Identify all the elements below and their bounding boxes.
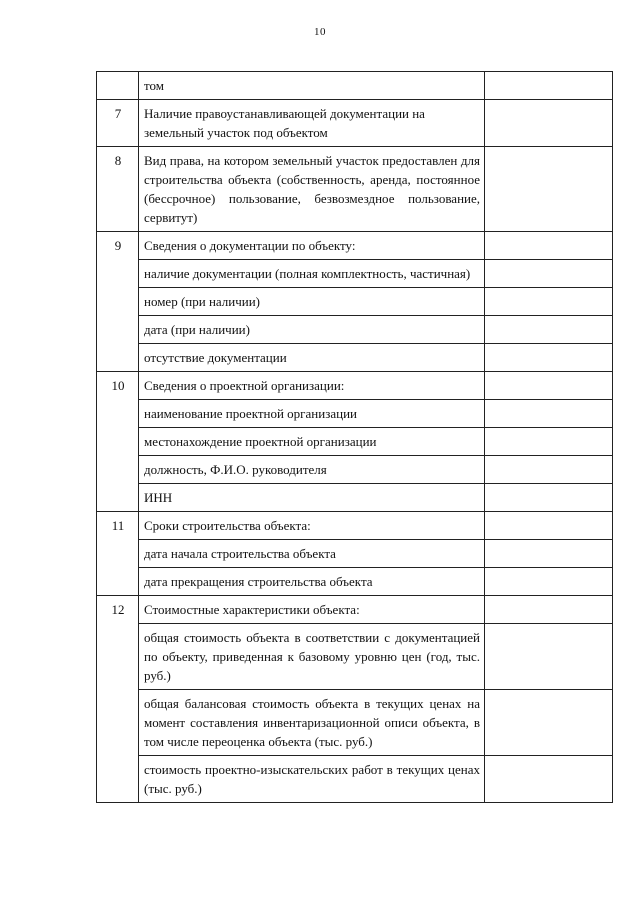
subrow-text: стоимость проектно-изыскательских работ в текущих ценах (тыс. руб.) [139,756,485,803]
value-cell[interactable] [485,690,613,756]
value-cell[interactable] [485,456,613,484]
row-number: 11 [97,512,139,596]
row-text: том [139,72,485,100]
row-text: Вид права, на котором земельный участок предоставлен для строительства объекта (собственность, аренда, постоянное (бессрочное) пользование, безвозмездное пользование, сервитут) [139,147,485,232]
value-cell[interactable] [485,72,613,100]
value-cell[interactable] [485,147,613,232]
subrow-text: ИНН [139,484,485,512]
row-title: Стоимостные характеристики объекта: [139,596,485,624]
value-cell[interactable] [485,756,613,803]
table-subrow [97,456,613,484]
table-subrow [97,400,613,428]
value-cell[interactable] [485,100,613,147]
value-cell[interactable] [485,428,613,456]
table-row [97,72,613,100]
value-cell[interactable] [485,232,613,260]
subrow-text: общая балансовая стоимость объекта в текущих ценах на момент составления инвентаризационной описи объекта, в том числе переоценка объекта (тыс. руб.) [139,690,485,756]
value-cell[interactable] [485,344,613,372]
table-row-12 [97,596,613,624]
table-subrow [97,428,613,456]
value-cell[interactable] [485,260,613,288]
row-number: 9 [97,232,139,372]
inventory-form-table [96,71,613,803]
value-cell[interactable] [485,316,613,344]
row-number: 8 [97,147,139,232]
table-subrow [97,316,613,344]
subrow-text: наименование проектной организации [139,400,485,428]
table-subrow [97,344,613,372]
subrow-text: отсутствие документации [139,344,485,372]
table-row-7 [97,100,613,147]
table-subrow [97,568,613,596]
value-cell[interactable] [485,512,613,540]
subrow-text: должность, Ф.И.О. руководителя [139,456,485,484]
subrow-text: дата начала строительства объекта [139,540,485,568]
table-subrow [97,690,613,756]
value-cell[interactable] [485,596,613,624]
row-title: Сведения о документации по объекту: [139,232,485,260]
row-number: 12 [97,596,139,803]
row-number: 10 [97,372,139,512]
subrow-text: дата прекращения строительства объекта [139,568,485,596]
table-row-11 [97,512,613,540]
value-cell[interactable] [485,624,613,690]
row-number: 7 [97,100,139,147]
row-text: Наличие правоустанавливающей документации на земельный участок под объектом [139,100,485,147]
value-cell[interactable] [485,372,613,400]
table-row-10 [97,372,613,400]
table-row-9 [97,232,613,260]
row-number [97,72,139,100]
subrow-text: наличие документации (полная комплектность, частичная) [139,260,485,288]
value-cell[interactable] [485,540,613,568]
subrow-text: местонахождение проектной организации [139,428,485,456]
table-subrow [97,624,613,690]
value-cell[interactable] [485,400,613,428]
page-number: 10 [314,26,326,38]
table-row-8 [97,147,613,232]
subrow-text: номер (при наличии) [139,288,485,316]
subrow-text: общая стоимость объекта в соответствии с документацией по объекту, приведенная к базовому уровню цен (год, тыс. руб.) [139,624,485,690]
row-title: Сроки строительства объекта: [139,512,485,540]
value-cell[interactable] [485,568,613,596]
table-subrow [97,288,613,316]
table-subrow [97,540,613,568]
value-cell[interactable] [485,288,613,316]
table-subrow [97,260,613,288]
value-cell[interactable] [485,484,613,512]
table-subrow [97,484,613,512]
table-subrow [97,756,613,803]
row-title: Сведения о проектной организации: [139,372,485,400]
subrow-text: дата (при наличии) [139,316,485,344]
